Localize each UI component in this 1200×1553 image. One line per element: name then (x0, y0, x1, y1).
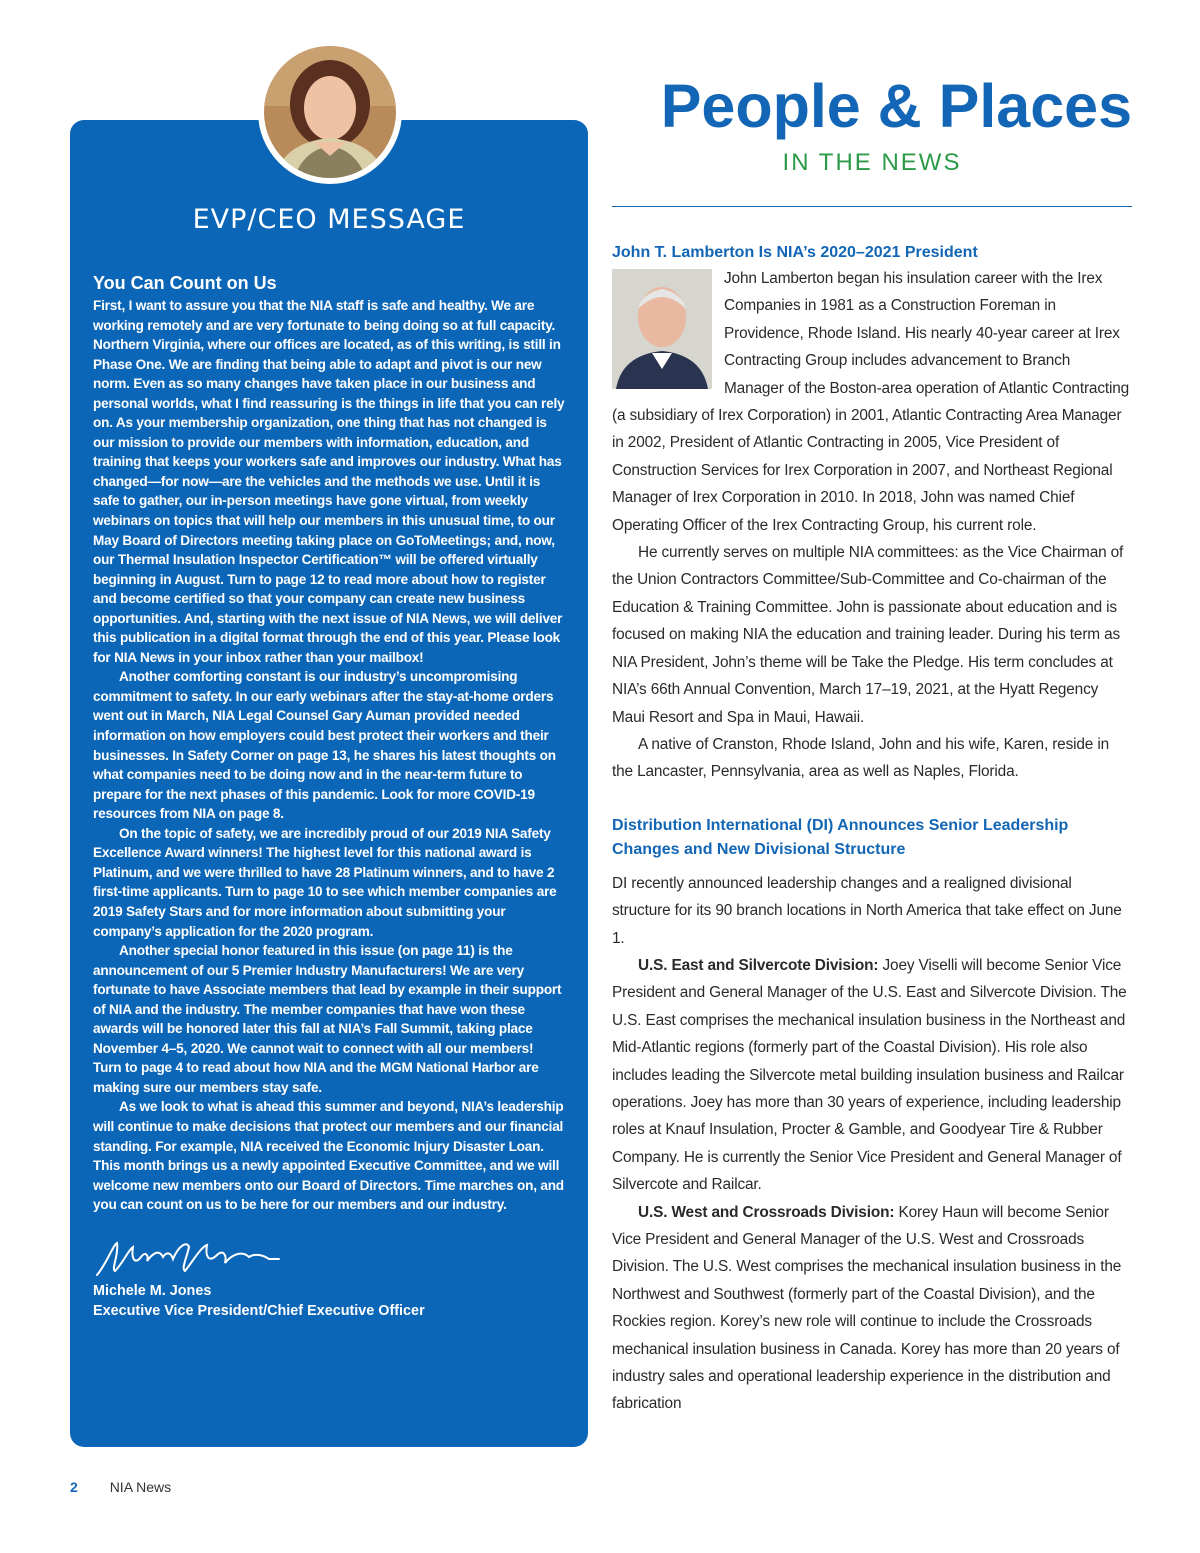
panel-body (93, 272, 565, 1321)
section-east-label: U.S. East and Silvercote Division: (638, 956, 879, 974)
panel-paragraph-5: As we look to what is ahead this summer and beyond, NIA’s leadership will continue to make decisions that protect our members and our financial standing. For example, NIA received the Economic Injury Disaster Loan. This month brings us a newly appointed Executive Committee, and we will welcome new members onto our Board of Directors. Time marches on, and you can count on us to be here for our members and our industry. (93, 1099, 564, 1213)
article-2-section-west (612, 1199, 1132, 1418)
panel-paragraph-4: Another special honor featured in this issue (on page 11) is the announcement of our 5 Premier Industry Manufacturers! We are very fortunate to have Associate members that lead by example in their support of NIA and the industry. The member companies that have won these awards will be honored later this fall at NIA’s Fall Summit, taking place November 4–5, 2020. We cannot wait to connect with all our members! Turn to page 4 to read about how NIA and the MGM National Harbor are making sure our members stay safe. (93, 943, 562, 1095)
ceo-portrait (258, 40, 402, 184)
section-east-text: Joey Viselli will become Senior Vice President and General Manager of the U.S. East and Silvercote Division. The U.S. East comprises the mechanical insulation business in the Northeast and Mid-Atlantic regions (formerly part of the Coastal Division). His role also includes leading the Silvercote metal building insulation business and Railcar operations. Joey has more than 30 years of experience, including leadership roles at Knauf Insulation, Procter & Gamble, and Goodyear Tire & Rubber Company. He is currently the Senior Vice President and General Manager of Silvercote and Railcar. (612, 956, 1127, 1194)
page-number: 2 (70, 1479, 78, 1495)
panel-paragraph-1: First, I want to assure you that the NIA staff is safe and healthy. We are working remotely and are very fortunate to being doing so at full capacity. Northern Virginia, where our offices are located, as of this writing, is still in Phase One. We are finding that being able to adapt and pivot is our new norm. Even as so many changes have taken place in our business and personal worlds, what I find reassuring is the things in life that you can rely on. As your membership organization, one thing that has not changed is our mission to provide our members with information, education, and training that keeps your workers safe and improves our industry. What has changed—for now—are the vehicles and the methods we use. Until it is safe to gather, our in-person meetings have gone virtual, from weekly webinars on topics that will help our members in this unusual time, to our May Board of Directors meeting taking place on GoToMeetings; and, now, our Thermal Insulation Inspector Certification™ will be offered virtually beginning in August. Turn to page 12 to read more about how to register and become certified so that your company can create new business opportunities. And, starting with the next issue of NIA News, we will deliver this publication in a digital format through the end of this year. Please look for NIA News in your inbox rather than your mailbox! (93, 298, 565, 665)
article-2-body (612, 870, 1132, 1418)
article-lamberton (612, 241, 1132, 786)
header-divider (612, 206, 1132, 207)
page-title: People & Places (660, 72, 1132, 140)
panel-heading: You Can Count on Us (93, 273, 277, 293)
article-1-paragraph-1: John Lamberton began his insulation career with the Irex Companies in 1981 as a Construction Foreman in Providence, Rhode Island. His nearly 40-year career at Irex Contracting Group includes advancement to Branch Manager of the Boston-area operation of Atlantic Contracting (a subsidiary of Irex Corporation) in 2001, Atlantic Contracting Area Manager in 2002, President of Atlantic Contracting in 2005, Vice President of Construction Services for Irex Corporation in 2007, and Northeast Regional Manager of Irex Corporation in 2010. In 2018, John was named Chief Operating Officer of the Irex Contracting Group, his current role. (612, 270, 1130, 534)
news-column (612, 70, 1132, 1418)
section-west-label: U.S. West and Crossroads Division: (638, 1203, 895, 1221)
article-1-title: John T. Lamberton Is NIA’s 2020–2021 President (612, 244, 978, 261)
publication-name: NIA News (109, 1479, 172, 1495)
article-distribution-international (612, 814, 1132, 1418)
signature-image (93, 1235, 293, 1279)
signer-title: Executive Vice President/Chief Executive Officer (93, 1302, 425, 1319)
article-1-paragraph-3: A native of Cranston, Rhode Island, John and his wife, Karen, reside in the Lancaster, Pennsylvania, area as well as Naples, Florida. (612, 735, 1110, 781)
article-2-section-east (612, 952, 1132, 1199)
lamberton-photo (612, 269, 712, 389)
portrait-image (264, 46, 396, 178)
article-2-title: Distribution International (DI) Announces Senior Leadership Changes and New Divisional Structure (612, 816, 1069, 858)
signer-name: Michele M. Jones (93, 1282, 212, 1299)
article-1-body (612, 265, 1132, 786)
page-footer (70, 1479, 171, 1495)
page-subtitle: IN THE NEWS (782, 149, 962, 176)
panel-title: EVP/CEO MESSAGE (192, 204, 466, 235)
panel-paragraph-3: On the topic of safety, we are incredibly proud of our 2019 NIA Safety Excellence Award winners! The highest level for this national award is Platinum, and we were thrilled to have 28 Platinum winners, and to have 2 first-time applicants. Turn to page 10 to see which member companies are 2019 Safety Stars and for more information about submitting your company’s application for the 2020 program. (93, 825, 557, 939)
article-2-intro: DI recently announced leadership changes and a realigned divisional structure for its 90 branch locations in North America that take effect on June 1. (612, 874, 1122, 947)
section-west-text: Korey Haun will become Senior Vice President and General Manager of the U.S. West and Crossroads Division. The U.S. West comprises the mechanical insulation business in the Northwest and Southwest (formerly part of the Coastal Division), and the Rockies region. Korey’s new role will continue to include the Crossroads mechanical insulation business in Canada. Korey has more than 20 years of industry sales and operational leadership experience in the distribution and fabrication (612, 1203, 1122, 1413)
article-1-paragraph-2: He currently serves on multiple NIA committees: as the Vice Chairman of the Union Contractors Committee/Sub-Committee and Co-chairman of the Education & Training Committee. John is passionate about education and is focused on making NIA the education and training leader. During his term as NIA President, John’s theme will be Take the Pledge. His term concludes at NIA’s 66th Annual Convention, March 17–19, 2021, at the Hyatt Regency Maui Resort and Spa in Maui, Hawaii. (612, 544, 1124, 726)
panel-paragraph-2: Another comforting constant is our industry’s uncompromising commitment to safety. In our early webinars after the stay-at-home orders went out in March, NIA Legal Counsel Gary Auman provided needed information on how employers could best protect their workers and their businesses. In Safety Corner on page 13, he shares his latest thoughts on what companies need to be doing now and in the near-term future to prepare for the next phases of this pandemic. Look for more COVID-19 resources from NIA on page 8. (93, 669, 556, 822)
